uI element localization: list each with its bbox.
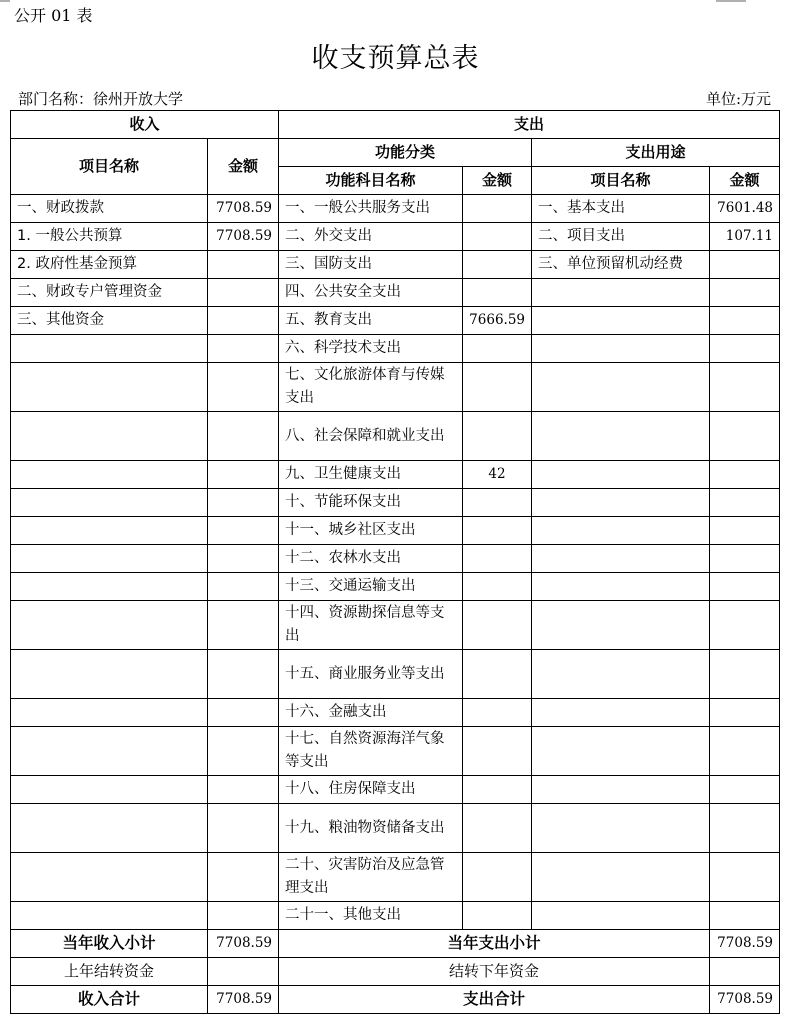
usage-name-cell (532, 412, 710, 461)
income-total-label: 收入合计 (11, 986, 208, 1014)
usage-amount-cell (710, 335, 780, 363)
footer-row (11, 958, 780, 986)
budget-summary-table (10, 110, 780, 1014)
function-amount-cell (463, 412, 532, 461)
income-name-cell (11, 853, 208, 902)
function-name-cell: 三、国防支出 (279, 251, 463, 279)
function-name-cell: 十四、资源勘探信息等支出 (279, 601, 463, 650)
income-amount-cell (208, 335, 279, 363)
function-amount-cell (463, 699, 532, 727)
function-name-cell: 四、公共安全支出 (279, 279, 463, 307)
function-name-cell: 九、卫生健康支出 (279, 461, 463, 489)
table-row (11, 223, 780, 251)
income-name-cell (11, 412, 208, 461)
function-group-header: 功能分类 (279, 139, 532, 167)
function-name-cell: 十五、商业服务业等支出 (279, 650, 463, 699)
income-name-cell (11, 545, 208, 573)
income-total-value: 7708.59 (208, 986, 279, 1014)
expense-subtotal-value: 7708.59 (710, 930, 780, 958)
usage-name-cell (532, 776, 710, 804)
function-amount-cell (463, 251, 532, 279)
function-amount-cell (463, 601, 532, 650)
table-row (11, 461, 780, 489)
function-amount-cell (463, 776, 532, 804)
income-amount-col-header: 金额 (208, 139, 279, 195)
usage-name-cell (532, 573, 710, 601)
usage-amount-cell: 107.11 (710, 223, 780, 251)
usage-amount-cell (710, 412, 780, 461)
usage-amount-cell (710, 279, 780, 307)
usage-amount-cell (710, 573, 780, 601)
income-amount-cell (208, 279, 279, 307)
income-amount-cell (208, 776, 279, 804)
footer-row (11, 930, 780, 958)
usage-amount-cell (710, 853, 780, 902)
income-name-cell (11, 573, 208, 601)
function-amount-cell (463, 650, 532, 699)
table-row (11, 853, 780, 902)
usage-name-cell (532, 363, 710, 412)
function-amount-cell (463, 545, 532, 573)
income-name-cell (11, 363, 208, 412)
table-row (11, 363, 780, 412)
income-amount-cell (208, 461, 279, 489)
function-name-col-header: 功能科目名称 (279, 167, 463, 195)
table-row (11, 489, 780, 517)
usage-amount-cell (710, 699, 780, 727)
usage-amount-cell (710, 251, 780, 279)
usage-amount-cell (710, 902, 780, 930)
income-amount-cell (208, 517, 279, 545)
income-header: 收入 (11, 111, 279, 139)
income-amount-cell (208, 545, 279, 573)
function-amount-cell (463, 727, 532, 776)
usage-name-cell (532, 804, 710, 853)
table-row (11, 251, 780, 279)
table-row (11, 545, 780, 573)
income-subtotal-value: 7708.59 (208, 930, 279, 958)
carryover-out-value (710, 958, 780, 986)
income-amount-cell (208, 489, 279, 517)
income-subtotal-label: 当年收入小计 (11, 930, 208, 958)
carryover-in-value (208, 958, 279, 986)
function-name-cell: 二十一、其他支出 (279, 902, 463, 930)
income-name-cell (11, 601, 208, 650)
income-amount-cell (208, 307, 279, 335)
income-name-col-header: 项目名称 (11, 139, 208, 195)
income-name-cell (11, 804, 208, 853)
expense-header: 支出 (279, 111, 780, 139)
usage-name-cell (532, 601, 710, 650)
income-name-cell (11, 776, 208, 804)
usage-name-cell: 二、项目支出 (532, 223, 710, 251)
income-name-cell: 三、其他资金 (11, 307, 208, 335)
income-name-cell (11, 335, 208, 363)
income-name-cell: 二、财政专户管理资金 (11, 279, 208, 307)
function-amount-cell: 42 (463, 461, 532, 489)
function-amount-cell (463, 279, 532, 307)
function-name-cell: 二、外交支出 (279, 223, 463, 251)
function-name-cell: 十八、住房保障支出 (279, 776, 463, 804)
usage-amount-col-header: 金额 (710, 167, 780, 195)
function-amount-col-header: 金额 (463, 167, 532, 195)
function-amount-cell: 7666.59 (463, 307, 532, 335)
usage-name-cell (532, 727, 710, 776)
usage-name-col-header: 项目名称 (532, 167, 710, 195)
income-amount-cell: 7708.59 (208, 195, 279, 223)
usage-name-cell (532, 545, 710, 573)
function-amount-cell (463, 853, 532, 902)
usage-amount-cell (710, 601, 780, 650)
function-amount-cell (463, 363, 532, 412)
usage-name-cell (532, 650, 710, 699)
table-row (11, 335, 780, 363)
income-name-cell (11, 517, 208, 545)
usage-name-cell (532, 461, 710, 489)
function-amount-cell (463, 573, 532, 601)
function-name-cell: 二十、灾害防治及应急管理支出 (279, 853, 463, 902)
usage-amount-cell (710, 489, 780, 517)
income-name-cell (11, 727, 208, 776)
usage-amount-cell (710, 545, 780, 573)
table-row (11, 601, 780, 650)
table-row (11, 412, 780, 461)
table-row (11, 776, 780, 804)
income-name-cell: 2. 政府性基金预算 (11, 251, 208, 279)
income-amount-cell (208, 251, 279, 279)
function-name-cell: 十九、粮油物资储备支出 (279, 804, 463, 853)
table-row (11, 727, 780, 776)
income-amount-cell (208, 573, 279, 601)
carryover-in-label: 上年结转资金 (11, 958, 208, 986)
page-edge-mark-right (716, 0, 746, 2)
function-name-cell: 八、社会保障和就业支出 (279, 412, 463, 461)
usage-name-cell (532, 489, 710, 517)
usage-amount-cell (710, 461, 780, 489)
income-amount-cell (208, 412, 279, 461)
usage-name-cell (532, 517, 710, 545)
table-row (11, 517, 780, 545)
income-amount-cell: 7708.59 (208, 223, 279, 251)
usage-amount-cell (710, 650, 780, 699)
table-row (11, 650, 780, 699)
function-name-cell: 十二、农林水支出 (279, 545, 463, 573)
function-name-cell: 十七、自然资源海洋气象等支出 (279, 727, 463, 776)
table-row (11, 573, 780, 601)
department-name: 部门名称：徐州开放大学 (18, 90, 184, 108)
table-row (11, 195, 780, 223)
income-name-cell: 1. 一般公共预算 (11, 223, 208, 251)
function-amount-cell (463, 335, 532, 363)
function-amount-cell (463, 195, 532, 223)
income-name-cell (11, 489, 208, 517)
function-name-cell: 六、科学技术支出 (279, 335, 463, 363)
usage-name-cell (532, 699, 710, 727)
income-amount-cell (208, 601, 279, 650)
function-amount-cell (463, 489, 532, 517)
usage-name-cell: 三、单位预留机动经费 (532, 251, 710, 279)
table-row (11, 279, 780, 307)
function-amount-cell (463, 902, 532, 930)
function-name-cell: 十六、金融支出 (279, 699, 463, 727)
function-amount-cell (463, 223, 532, 251)
usage-amount-cell (710, 727, 780, 776)
table-row (11, 902, 780, 930)
function-name-cell: 十一、城乡社区支出 (279, 517, 463, 545)
usage-amount-cell (710, 307, 780, 335)
page-edge-mark-left (0, 0, 10, 2)
usage-name-cell (532, 335, 710, 363)
income-amount-cell (208, 699, 279, 727)
income-name-cell: 一、财政拨款 (11, 195, 208, 223)
function-amount-cell (463, 804, 532, 853)
income-amount-cell (208, 804, 279, 853)
income-amount-cell (208, 902, 279, 930)
table-row (11, 804, 780, 853)
function-amount-cell (463, 517, 532, 545)
usage-amount-cell (710, 363, 780, 412)
table-row (11, 699, 780, 727)
function-name-cell: 五、教育支出 (279, 307, 463, 335)
income-name-cell (11, 461, 208, 489)
income-amount-cell (208, 853, 279, 902)
usage-name-cell: 一、基本支出 (532, 195, 710, 223)
usage-group-header: 支出用途 (532, 139, 780, 167)
usage-name-cell (532, 902, 710, 930)
income-name-cell (11, 650, 208, 699)
income-name-cell (11, 902, 208, 930)
income-amount-cell (208, 650, 279, 699)
footer-row (11, 986, 780, 1014)
usage-amount-cell (710, 776, 780, 804)
function-name-cell: 十、节能环保支出 (279, 489, 463, 517)
usage-name-cell (532, 279, 710, 307)
usage-amount-cell (710, 517, 780, 545)
carryover-out-label: 结转下年资金 (279, 958, 710, 986)
income-amount-cell (208, 363, 279, 412)
usage-amount-cell: 7601.48 (710, 195, 780, 223)
table-row (11, 307, 780, 335)
expense-total-value: 7708.59 (710, 986, 780, 1014)
function-name-cell: 十三、交通运输支出 (279, 573, 463, 601)
income-name-cell (11, 699, 208, 727)
usage-amount-cell (710, 804, 780, 853)
unit-label: 单位:万元 (705, 90, 771, 108)
expense-total-label: 支出合计 (279, 986, 710, 1014)
form-number: 公开 01 表 (14, 6, 93, 25)
page-title: 收支预算总表 (311, 43, 480, 74)
function-name-cell: 七、文化旅游体育与传媒支出 (279, 363, 463, 412)
usage-name-cell (532, 307, 710, 335)
usage-name-cell (532, 853, 710, 902)
expense-subtotal-label: 当年支出小计 (279, 930, 710, 958)
function-name-cell: 一、一般公共服务支出 (279, 195, 463, 223)
income-amount-cell (208, 727, 279, 776)
